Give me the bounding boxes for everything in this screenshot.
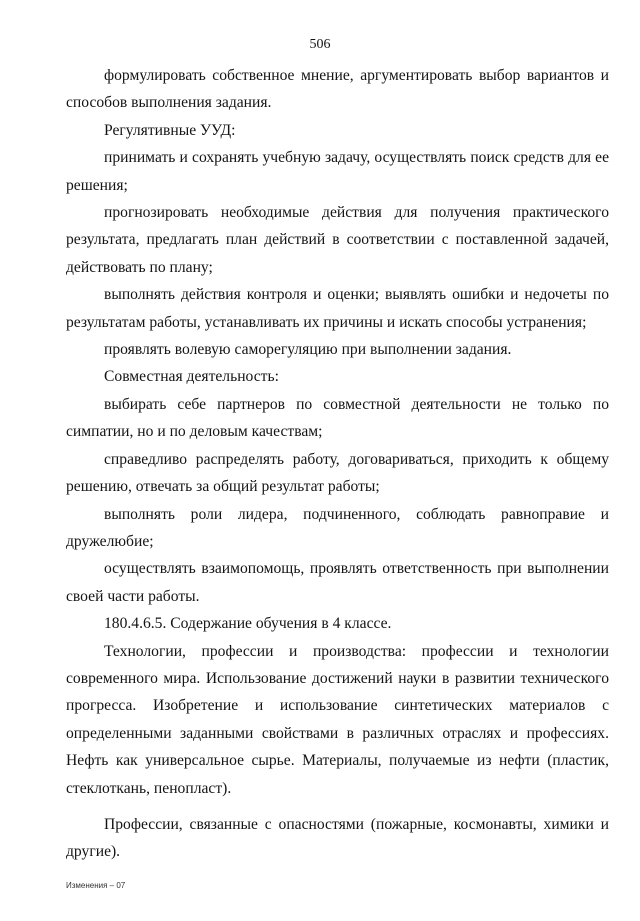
paragraph: выбирать себе партнеров по совместной деятельности не только по симпатии, но и по деловым качествам; — [66, 395, 609, 441]
paragraph: выполнять роли лидера, подчиненного, соблюдать равноправие и дружелюбие; — [66, 505, 609, 550]
paragraph: проявлять волевую саморегуляцию при выполнении задания. — [104, 341, 512, 359]
document-body — [66, 62, 609, 866]
page-number: 506 — [309, 37, 331, 52]
section-heading-joint-activity: Совместная деятельность: — [104, 368, 279, 386]
paragraph: принимать и сохранять учебную задачу, осуществлять поиск средств для ее решения; — [66, 149, 609, 194]
section-heading-regulatory: Регулятивные УУД: — [104, 121, 236, 139]
paragraph: формулировать собственное мнение, аргументировать выбор вариантов и способов выполнения задания. — [66, 67, 609, 112]
section-heading-grade-4: 180.4.6.5. Содержание обучения в 4 классе. — [104, 615, 392, 633]
paragraph: Профессии, связанные с опасностями (пожарные, космонавты, химики и другие). — [66, 815, 609, 861]
paragraph: выполнять действия контроля и оценки; выявлять ошибки и недочеты по результатам работы, устанавливать их причины и искать способы устранения; — [66, 286, 609, 331]
paragraph: прогнозировать необходимые действия для получения практического результата, предлагать план действий в соответствии с поставленной задачей, действовать по плану; — [66, 204, 609, 276]
footer-revision-note: Изменения – 07 — [66, 881, 126, 890]
paragraph: Технологии, профессии и производства: профессии и технологии современного мира. Использование достижений науки в развитии технического прогресса. Изобретение и использование синтетических материалов с определенными заданными свойствами в различных отраслях и профессиях. Нефть как универсальное сырье. Материалы, получаемые из нефти (пластик, стеклоткань, пенопласт). — [66, 642, 609, 797]
paragraph: осуществлять взаимопомощь, проявлять ответственность при выполнении своей части работы. — [66, 560, 609, 605]
paragraph: справедливо распределять работу, договариваться, приходить к общему решению, отвечать за общий результат работы; — [66, 450, 609, 496]
